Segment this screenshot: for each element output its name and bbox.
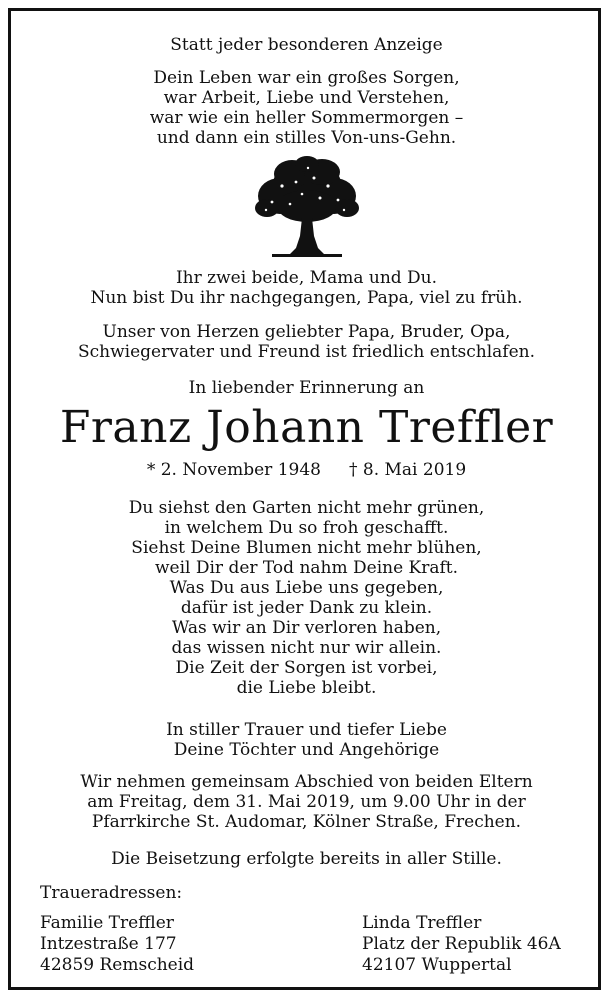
poem-top-line: und dann ein stilles Von-uns-Gehn. [156,128,457,148]
mourners-line: In stiller Trauer und tiefer Liebe [166,720,447,740]
life-dates [8,459,605,481]
poem-top-line: war wie ein heller Sommermorgen – [149,108,464,128]
farewell-line: Pfarrkirche St. Audomar, Kölner Straße, Frechen. [91,812,522,832]
poem-bottom-line: Was Du aus Liebe uns gegeben, [169,578,444,598]
header-line: Statt jeder besonderen Anzeige [170,35,443,55]
poem-bottom-line: Siehst Deine Blumen nicht mehr blühen, [131,538,482,558]
family-line: Nun bist Du ihr nachgegangen, Papa, viel zu früh. [90,288,523,308]
announcement-line: Unser von Herzen geliebter Papa, Bruder, Opa, [102,322,511,342]
deceased-name: Franz Johann Treffler [59,402,554,453]
mourners [8,720,605,760]
addresses-label: Traueradressen: [40,883,183,903]
family-line: Ihr zwei beide, Mama und Du. [175,268,438,288]
death-date: † 8. Mai 2019 [348,460,467,480]
address-left-line: Intzestraße 177 [40,934,177,954]
address-right-line: Linda Treffler [362,913,482,933]
announcement [8,322,605,362]
farewell [8,772,605,832]
announcement-line: Schwiegervater und Freund ist friedlich entschlafen. [78,342,535,362]
family-lines [8,268,605,308]
birth-date: * 2. November 1948 [146,460,321,480]
tree-icon [252,156,362,258]
poem-bottom [8,498,605,698]
poem-top-line: Dein Leben war ein großes Sorgen, [153,68,460,88]
address-right-line: 42107 Wuppertal [362,955,512,975]
poem-top-line: war Arbeit, Liebe und Verstehen, [163,88,450,108]
mourners-line: Deine Töchter und Angehörige [173,740,440,760]
poem-top [8,68,605,148]
poem-bottom-line: die Liebe bleibt. [236,678,377,698]
address-left [40,913,194,976]
address-left-line: Familie Treffler [40,913,174,933]
address-right [362,913,561,976]
farewell-line: Wir nehmen gemeinsam Abschied von beiden Eltern [80,772,533,792]
farewell-line: am Freitag, dem 31. Mai 2019, um 9.00 Uhr in der [87,792,526,812]
poem-bottom-line: weil Dir der Tod nahm Deine Kraft. [154,558,459,578]
memory-intro: In liebender Erinnerung an [188,378,425,398]
poem-bottom-line: in welchem Du so froh geschafft. [164,518,449,538]
poem-bottom-line: Was wir an Dir verloren haben, [171,618,442,638]
poem-bottom-line: dafür ist jeder Dank zu klein. [180,598,433,618]
poem-bottom-line: das wissen nicht nur wir allein. [171,638,442,658]
burial-note: Die Beisetzung erfolgte bereits in aller Stille. [111,849,502,869]
poem-bottom-line: Du siehst den Garten nicht mehr grünen, [128,498,485,518]
address-right-line: Platz der Republik 46A [362,934,561,954]
poem-bottom-line: Die Zeit der Sorgen ist vorbei, [175,658,438,678]
address-left-line: 42859 Remscheid [40,955,195,975]
